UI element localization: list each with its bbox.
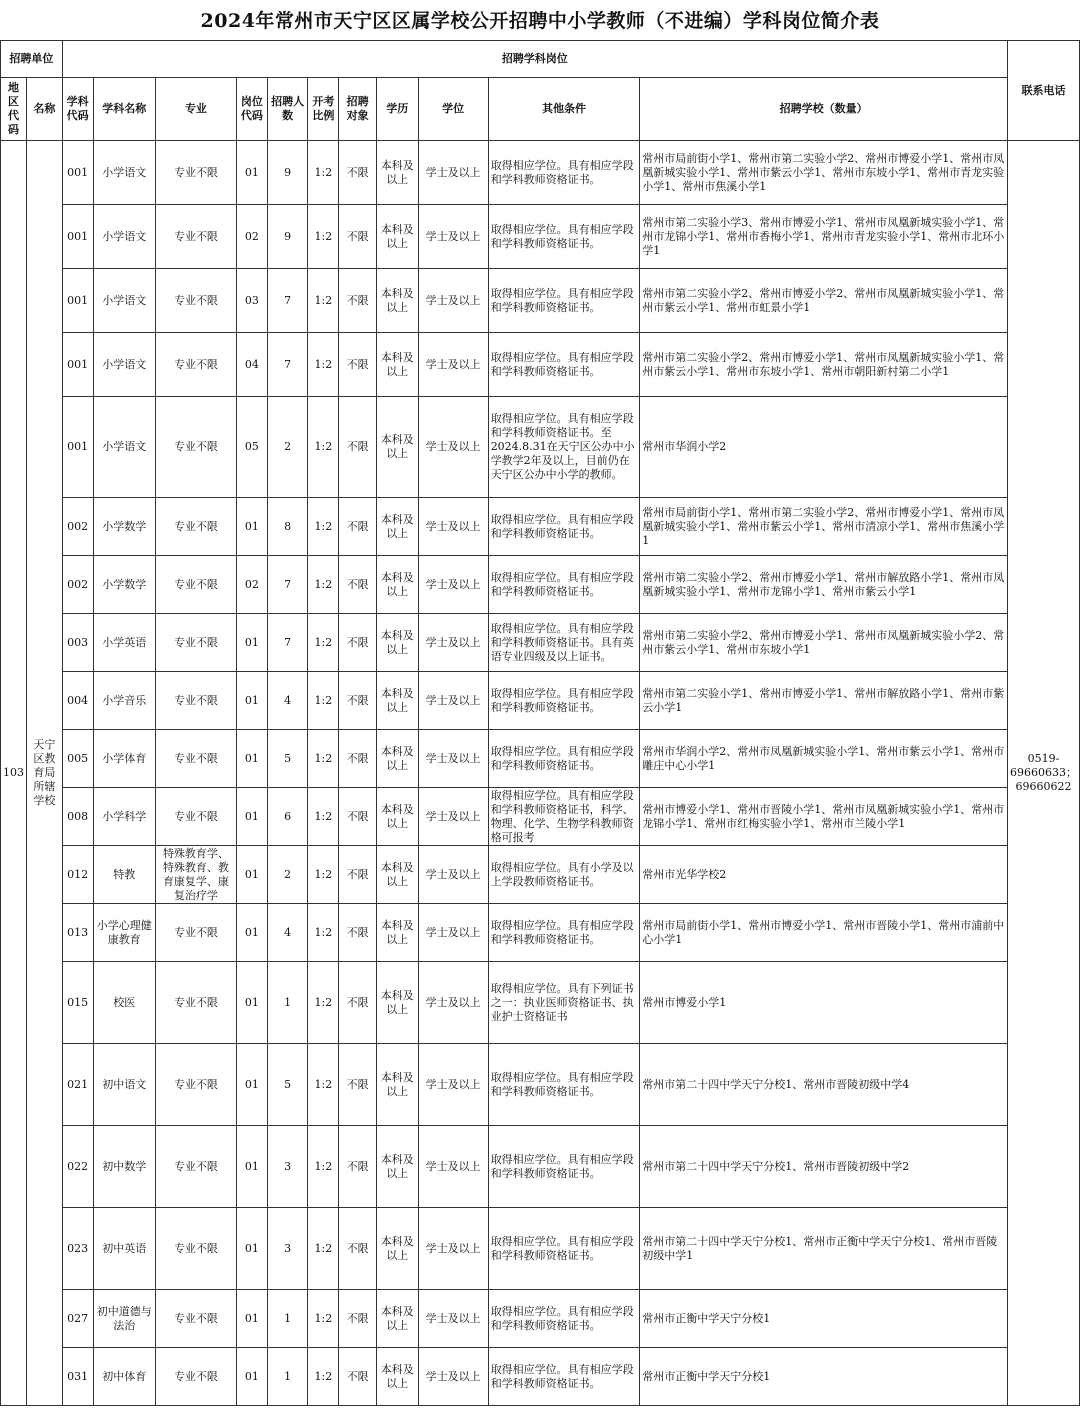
conditions-cell: 取得相应学位。具有相应学段和学科教师资格证书。 (488, 730, 640, 788)
schools-cell: 常州市第二实验小学2、常州市博爱小学1、常州市凤凰新城实验小学2、常州市紫云小学1、常州市东坡小学1 (640, 614, 1008, 672)
schools-cell: 常州市第二实验小学2、常州市博爱小学1、常州市解放路小学1、常州市凤凰新城实验小学1、常州市龙锦小学1、常州市紫云小学1 (640, 556, 1008, 614)
post-code-cell: 01 (237, 672, 268, 730)
post-code-cell: 04 (237, 333, 268, 397)
subject-name-cell: 初中体育 (93, 1348, 155, 1406)
ratio-cell: 1:2 (308, 1348, 339, 1406)
ratio-cell: 1:2 (308, 730, 339, 788)
table-row (1, 614, 1080, 672)
count-cell: 1 (267, 1348, 308, 1406)
ratio-cell: 1:2 (308, 904, 339, 962)
table-row (1, 498, 1080, 556)
major-cell: 专业不限 (155, 141, 236, 205)
conditions-cell: 取得相应学位。具有相应学段和学科教师资格证书。 (488, 1044, 640, 1126)
subject-code-cell: 012 (62, 846, 93, 904)
subject-code-cell: 008 (62, 788, 93, 846)
post-code-cell: 01 (237, 846, 268, 904)
post-code-cell: 01 (237, 498, 268, 556)
schools-cell: 常州市第二十四中学天宁分校1、常州市晋陵初级中学2 (640, 1126, 1008, 1208)
ratio-cell: 1:2 (308, 614, 339, 672)
schools-cell: 常州市正衡中学天宁分校1 (640, 1290, 1008, 1348)
degree-cell: 学士及以上 (418, 1290, 488, 1348)
header-subject-name: 学科名称 (93, 78, 155, 141)
schools-cell: 常州市华润小学2 (640, 397, 1008, 498)
ratio-cell: 1:2 (308, 846, 339, 904)
conditions-cell: 取得相应学位。具有相应学段和学科教师资格证书。 (488, 1290, 640, 1348)
ratio-cell: 1:2 (308, 397, 339, 498)
schools-cell: 常州市第二实验小学3、常州市博爱小学1、常州市凤凰新城实验小学1、常州市龙锦小学1、常州市香梅小学1、常州市青龙实验小学1、常州市北环小学1 (640, 205, 1008, 269)
header-ratio: 开考比例 (308, 78, 339, 141)
schools-cell: 常州市华润小学2、常州市凤凰新城实验小学1、常州市紫云小学1、常州市雕庄中心小学1 (640, 730, 1008, 788)
degree-cell: 学士及以上 (418, 205, 488, 269)
table-row (1, 141, 1080, 205)
recruitment-table (0, 40, 1080, 1406)
conditions-cell: 取得相应学位。具有相应学段和学科教师资格证书。具有英语专业四级及以上证书。 (488, 614, 640, 672)
education-cell: 本科及以上 (376, 1208, 418, 1290)
count-cell: 6 (267, 788, 308, 846)
table-row (1, 333, 1080, 397)
target-cell: 不限 (339, 141, 377, 205)
header-post-code: 岗位代码 (237, 78, 268, 141)
major-cell: 特殊教育学、特殊教育、教育康复学、康复治疗学 (155, 846, 236, 904)
table-row (1, 397, 1080, 498)
education-cell: 本科及以上 (376, 397, 418, 498)
conditions-cell: 取得相应学位。具有小学及以上学段教师资格证书。 (488, 846, 640, 904)
schools-cell: 常州市第二实验小学2、常州市博爱小学2、常州市凤凰新城实验小学1、常州市紫云小学1、常州市虹景小学1 (640, 269, 1008, 333)
subject-code-cell: 015 (62, 962, 93, 1044)
unit-name-cell: 天宁区教育局所辖学校 (27, 141, 63, 1406)
conditions-cell: 取得相应学位。具有相应学段和学科教师资格证书。 (488, 1348, 640, 1406)
conditions-cell: 取得相应学位。具有相应学段和学科教师资格证书。 (488, 556, 640, 614)
conditions-cell: 取得相应学位。具有相应学段和学科教师资格证书。 (488, 205, 640, 269)
target-cell: 不限 (339, 1126, 377, 1208)
table-row (1, 672, 1080, 730)
schools-cell: 常州市局前街小学1、常州市第二实验小学2、常州市博爱小学1、常州市凤凰新城实验小学1、常州市紫云小学1、常州市清凉小学1、常州市焦溪小学1 (640, 498, 1008, 556)
subject-name-cell: 小学语文 (93, 205, 155, 269)
subject-code-cell: 021 (62, 1044, 93, 1126)
schools-cell: 常州市第二十四中学天宁分校1、常州市晋陵初级中学4 (640, 1044, 1008, 1126)
subject-code-cell: 013 (62, 904, 93, 962)
major-cell: 专业不限 (155, 1208, 236, 1290)
subject-name-cell: 小学语文 (93, 397, 155, 498)
target-cell: 不限 (339, 788, 377, 846)
education-cell: 本科及以上 (376, 1126, 418, 1208)
table-row (1, 846, 1080, 904)
subject-name-cell: 小学语文 (93, 333, 155, 397)
education-cell: 本科及以上 (376, 1348, 418, 1406)
conditions-cell: 取得相应学位。具有相应学段和学科教师资格证书。 (488, 333, 640, 397)
degree-cell: 学士及以上 (418, 904, 488, 962)
table-row (1, 788, 1080, 846)
subject-name-cell: 小学数学 (93, 498, 155, 556)
education-cell: 本科及以上 (376, 846, 418, 904)
subject-code-cell: 001 (62, 205, 93, 269)
conditions-cell: 取得相应学位。具有相应学段和学科教师资格证书。 (488, 1208, 640, 1290)
subject-code-cell: 001 (62, 333, 93, 397)
major-cell: 专业不限 (155, 788, 236, 846)
subject-code-cell: 022 (62, 1126, 93, 1208)
major-cell: 专业不限 (155, 205, 236, 269)
conditions-cell: 取得相应学位。具有相应学段和学科教师资格证书。 (488, 672, 640, 730)
conditions-cell: 取得相应学位。具有相应学段和学科教师资格证书。 (488, 498, 640, 556)
target-cell: 不限 (339, 1208, 377, 1290)
degree-cell: 学士及以上 (418, 1348, 488, 1406)
ratio-cell: 1:2 (308, 1290, 339, 1348)
header-target: 招聘对象 (339, 78, 377, 141)
subject-code-cell: 005 (62, 730, 93, 788)
header-post-group: 招聘学科岗位 (62, 41, 1007, 78)
ratio-cell: 1:2 (308, 962, 339, 1044)
education-cell: 本科及以上 (376, 1044, 418, 1126)
target-cell: 不限 (339, 269, 377, 333)
major-cell: 专业不限 (155, 556, 236, 614)
ratio-cell: 1:2 (308, 788, 339, 846)
post-code-cell: 02 (237, 205, 268, 269)
count-cell: 3 (267, 1208, 308, 1290)
degree-cell: 学士及以上 (418, 846, 488, 904)
count-cell: 8 (267, 498, 308, 556)
degree-cell: 学士及以上 (418, 962, 488, 1044)
target-cell: 不限 (339, 730, 377, 788)
schools-cell: 常州市正衡中学天宁分校1 (640, 1348, 1008, 1406)
subject-code-cell: 003 (62, 614, 93, 672)
region-code-cell: 103 (1, 141, 27, 1406)
education-cell: 本科及以上 (376, 269, 418, 333)
subject-code-cell: 023 (62, 1208, 93, 1290)
ratio-cell: 1:2 (308, 556, 339, 614)
post-code-cell: 01 (237, 730, 268, 788)
subject-code-cell: 001 (62, 141, 93, 205)
count-cell: 7 (267, 269, 308, 333)
page-title: 2024年常州市天宁区区属学校公开招聘中小学教师（不进编）学科岗位简介表 (200, 10, 880, 32)
count-cell: 2 (267, 846, 308, 904)
degree-cell: 学士及以上 (418, 397, 488, 498)
subject-name-cell: 特教 (93, 846, 155, 904)
count-cell: 9 (267, 141, 308, 205)
subject-name-cell: 初中语文 (93, 1044, 155, 1126)
schools-cell: 常州市第二实验小学1、常州市博爱小学1、常州市解放路小学1、常州市紫云小学1 (640, 672, 1008, 730)
target-cell: 不限 (339, 1044, 377, 1126)
major-cell: 专业不限 (155, 730, 236, 788)
count-cell: 4 (267, 904, 308, 962)
target-cell: 不限 (339, 904, 377, 962)
degree-cell: 学士及以上 (418, 1044, 488, 1126)
schools-cell: 常州市光华学校2 (640, 846, 1008, 904)
ratio-cell: 1:2 (308, 269, 339, 333)
degree-cell: 学士及以上 (418, 333, 488, 397)
header-subject-code: 学科代码 (62, 78, 93, 141)
post-code-cell: 05 (237, 397, 268, 498)
education-cell: 本科及以上 (376, 962, 418, 1044)
count-cell: 9 (267, 205, 308, 269)
major-cell: 专业不限 (155, 672, 236, 730)
post-code-cell: 01 (237, 614, 268, 672)
education-cell: 本科及以上 (376, 333, 418, 397)
target-cell: 不限 (339, 1348, 377, 1406)
table-row (1, 904, 1080, 962)
degree-cell: 学士及以上 (418, 730, 488, 788)
post-code-cell: 01 (237, 788, 268, 846)
ratio-cell: 1:2 (308, 141, 339, 205)
degree-cell: 学士及以上 (418, 498, 488, 556)
ratio-cell: 1:2 (308, 1044, 339, 1126)
target-cell: 不限 (339, 672, 377, 730)
conditions-cell: 取得相应学位。具有相应学段和学科教师资格证书。 (488, 1126, 640, 1208)
header-region-code: 地区代码 (1, 78, 27, 141)
schools-cell: 常州市第二实验小学2、常州市博爱小学1、常州市凤凰新城实验小学1、常州市紫云小学1、常州市东坡小学1、常州市朝阳新村第二小学1 (640, 333, 1008, 397)
count-cell: 1 (267, 1290, 308, 1348)
ratio-cell: 1:2 (308, 205, 339, 269)
header-count: 招聘人数 (267, 78, 308, 141)
header-conditions: 其他条件 (488, 78, 640, 141)
conditions-cell: 取得相应学位。具有相应学段和学科教师资格证书。 (488, 269, 640, 333)
subject-code-cell: 002 (62, 498, 93, 556)
table-row (1, 556, 1080, 614)
major-cell: 专业不限 (155, 904, 236, 962)
subject-code-cell: 004 (62, 672, 93, 730)
degree-cell: 学士及以上 (418, 1126, 488, 1208)
target-cell: 不限 (339, 556, 377, 614)
education-cell: 本科及以上 (376, 672, 418, 730)
degree-cell: 学士及以上 (418, 672, 488, 730)
education-cell: 本科及以上 (376, 904, 418, 962)
major-cell: 专业不限 (155, 1348, 236, 1406)
count-cell: 5 (267, 1044, 308, 1126)
schools-cell: 常州市博爱小学1 (640, 962, 1008, 1044)
degree-cell: 学士及以上 (418, 269, 488, 333)
post-code-cell: 01 (237, 1126, 268, 1208)
education-cell: 本科及以上 (376, 614, 418, 672)
major-cell: 专业不限 (155, 333, 236, 397)
post-code-cell: 01 (237, 1290, 268, 1348)
subject-code-cell: 027 (62, 1290, 93, 1348)
count-cell: 2 (267, 397, 308, 498)
education-cell: 本科及以上 (376, 556, 418, 614)
post-code-cell: 02 (237, 556, 268, 614)
post-code-cell: 01 (237, 962, 268, 1044)
table-row (1, 205, 1080, 269)
table-row (1, 1348, 1080, 1406)
major-cell: 专业不限 (155, 614, 236, 672)
major-cell: 专业不限 (155, 397, 236, 498)
subject-name-cell: 小学音乐 (93, 672, 155, 730)
major-cell: 专业不限 (155, 1126, 236, 1208)
subject-name-cell: 初中数学 (93, 1126, 155, 1208)
header-major: 专业 (155, 78, 236, 141)
count-cell: 3 (267, 1126, 308, 1208)
major-cell: 专业不限 (155, 269, 236, 333)
post-code-cell: 01 (237, 1044, 268, 1126)
major-cell: 专业不限 (155, 1290, 236, 1348)
target-cell: 不限 (339, 846, 377, 904)
count-cell: 7 (267, 333, 308, 397)
target-cell: 不限 (339, 962, 377, 1044)
subject-code-cell: 002 (62, 556, 93, 614)
conditions-cell: 取得相应学位。具有相应学段和学科教师资格证书。 (488, 904, 640, 962)
degree-cell: 学士及以上 (418, 614, 488, 672)
target-cell: 不限 (339, 614, 377, 672)
degree-cell: 学士及以上 (418, 1208, 488, 1290)
header-unit-name: 名称 (27, 78, 63, 141)
ratio-cell: 1:2 (308, 333, 339, 397)
education-cell: 本科及以上 (376, 498, 418, 556)
subject-name-cell: 初中道德与法治 (93, 1290, 155, 1348)
schools-cell: 常州市第二十四中学天宁分校1、常州市正衡中学天宁分校1、常州市晋陵初级中学1 (640, 1208, 1008, 1290)
post-code-cell: 01 (237, 1348, 268, 1406)
count-cell: 7 (267, 556, 308, 614)
ratio-cell: 1:2 (308, 498, 339, 556)
post-code-cell: 01 (237, 1208, 268, 1290)
subject-code-cell: 001 (62, 269, 93, 333)
schools-cell: 常州市局前街小学1、常州市第二实验小学2、常州市博爱小学1、常州市凤凰新城实验小学1、常州市紫云小学1、常州市东坡小学1、常州市青龙实验小学1、常州市焦溪小学1 (640, 141, 1008, 205)
target-cell: 不限 (339, 205, 377, 269)
count-cell: 4 (267, 672, 308, 730)
subject-name-cell: 小学英语 (93, 614, 155, 672)
ratio-cell: 1:2 (308, 1208, 339, 1290)
subject-name-cell: 小学科学 (93, 788, 155, 846)
target-cell: 不限 (339, 1290, 377, 1348)
subject-code-cell: 031 (62, 1348, 93, 1406)
table-row (1, 1126, 1080, 1208)
education-cell: 本科及以上 (376, 205, 418, 269)
table-row (1, 1290, 1080, 1348)
subject-name-cell: 小学语文 (93, 141, 155, 205)
major-cell: 专业不限 (155, 962, 236, 1044)
table-row (1, 1044, 1080, 1126)
target-cell: 不限 (339, 333, 377, 397)
post-code-cell: 01 (237, 141, 268, 205)
schools-cell: 常州市博爱小学1、常州市晋陵小学1、常州市凤凰新城实验小学1、常州市龙锦小学1、常州市红梅实验小学1、常州市兰陵小学1 (640, 788, 1008, 846)
target-cell: 不限 (339, 498, 377, 556)
degree-cell: 学士及以上 (418, 788, 488, 846)
subject-name-cell: 小学语文 (93, 269, 155, 333)
schools-cell: 常州市局前街小学1、常州市博爱小学1、常州市晋陵小学1、常州市浦前中心小学1 (640, 904, 1008, 962)
ratio-cell: 1:2 (308, 1126, 339, 1208)
subject-name-cell: 小学数学 (93, 556, 155, 614)
table-row (1, 1208, 1080, 1290)
table-row (1, 962, 1080, 1044)
major-cell: 专业不限 (155, 498, 236, 556)
subject-code-cell: 001 (62, 397, 93, 498)
major-cell: 专业不限 (155, 1044, 236, 1126)
target-cell: 不限 (339, 397, 377, 498)
conditions-cell: 取得相应学位。具有相应学段和学科教师资格证书，科学、物理、化学、生物学科教师资格可报考 (488, 788, 640, 846)
table-row (1, 730, 1080, 788)
conditions-cell: 取得相应学位。具有相应学段和学科教师资格证书。至2024.8.31在天宁区公办中小学教学2年及以上，目前仍在天宁区公办中小学的教师。 (488, 397, 640, 498)
ratio-cell: 1:2 (308, 672, 339, 730)
degree-cell: 学士及以上 (418, 141, 488, 205)
education-cell: 本科及以上 (376, 1290, 418, 1348)
post-code-cell: 03 (237, 269, 268, 333)
count-cell: 7 (267, 614, 308, 672)
header-education: 学历 (376, 78, 418, 141)
header-schools: 招聘学校（数量） (640, 78, 1008, 141)
conditions-cell: 取得相应学位。具有相应学段和学科教师资格证书。 (488, 141, 640, 205)
conditions-cell: 取得相应学位。具有下列证书之一：执业医师资格证书、执业护士资格证书 (488, 962, 640, 1044)
table-row (1, 269, 1080, 333)
post-code-cell: 01 (237, 904, 268, 962)
header-degree: 学位 (418, 78, 488, 141)
header-unit-group: 招聘单位 (1, 41, 63, 78)
subject-name-cell: 小学心理健康教育 (93, 904, 155, 962)
education-cell: 本科及以上 (376, 141, 418, 205)
subject-name-cell: 初中英语 (93, 1208, 155, 1290)
count-cell: 1 (267, 962, 308, 1044)
phone-cell: 0519-69660633；69660622 (1007, 141, 1079, 1406)
degree-cell: 学士及以上 (418, 556, 488, 614)
subject-name-cell: 校医 (93, 962, 155, 1044)
header-phone: 联系电话 (1007, 41, 1079, 141)
education-cell: 本科及以上 (376, 788, 418, 846)
education-cell: 本科及以上 (376, 730, 418, 788)
subject-name-cell: 小学体育 (93, 730, 155, 788)
count-cell: 5 (267, 730, 308, 788)
